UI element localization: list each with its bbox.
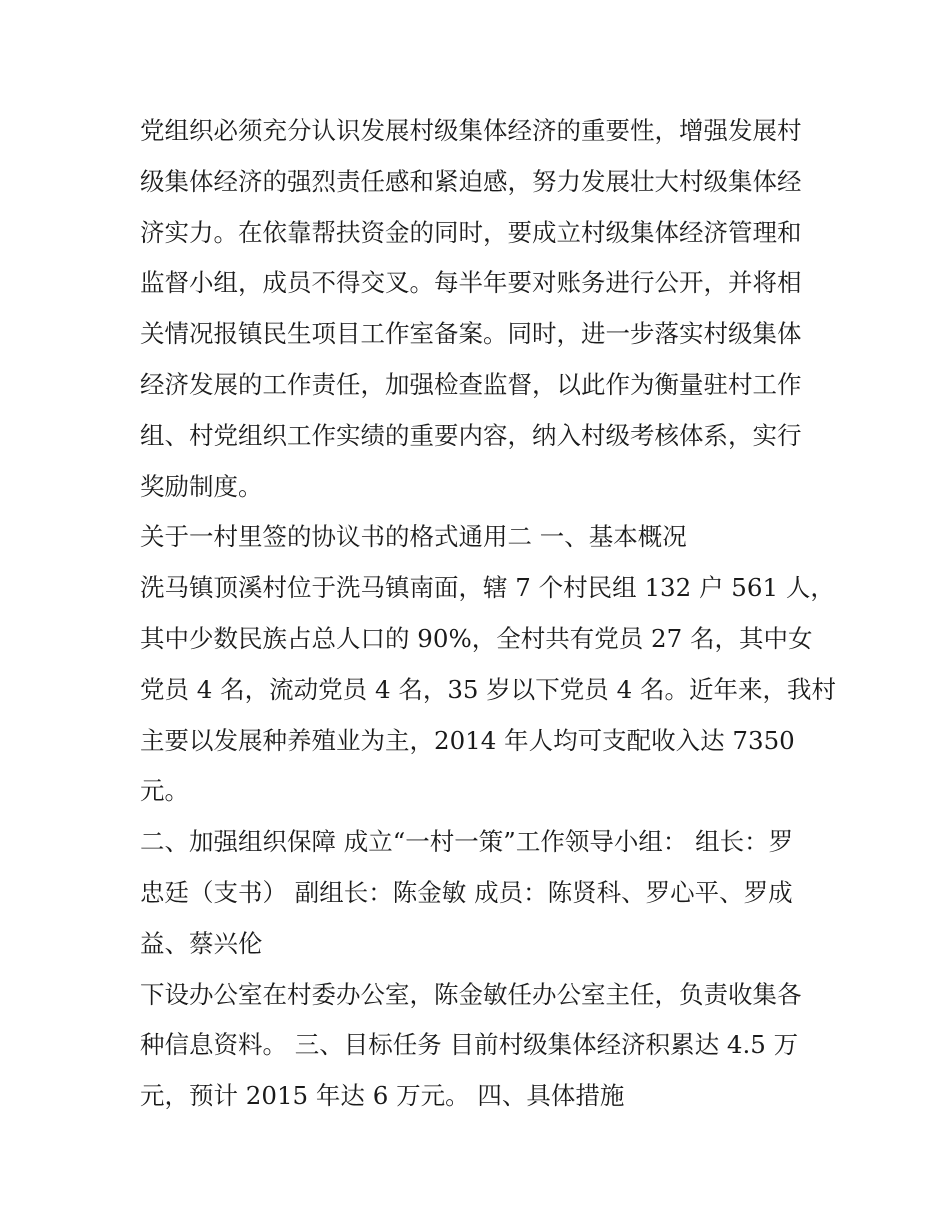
text-line: 下设办公室在村委办公室，陈金敏任办公室主任，负责收集各 xyxy=(140,979,802,1009)
paragraph-village-overview xyxy=(140,563,836,817)
text-line: 元，预计 2015 年达 6 万元。 四、具体措施 xyxy=(140,1081,625,1111)
section-heading-line: 关于一村里签的协议书的格式通用二 一、基本概况 xyxy=(140,522,687,552)
text-line: 组、村党组织工作实绩的重要内容，纳入村级考核体系，实行 xyxy=(140,420,802,450)
text-line: 关情况报镇民生项目工作室备案。同时，进一步落实村级集体 xyxy=(140,319,802,349)
paragraph-responsibility xyxy=(140,106,820,512)
text-line: 忠廷（支书） 副组长：陈金敏 成员：陈贤科、罗心平、罗成 xyxy=(140,877,793,907)
text-line: 监督小组，成员不得交叉。每半年要对账务进行公开，并将相 xyxy=(140,268,802,298)
text-line: 经济发展的工作责任，加强检查监督，以此作为衡量驻村工作 xyxy=(140,369,802,399)
text-line: 益、蔡兴伦 xyxy=(140,928,263,958)
paragraph-organization xyxy=(140,817,820,969)
text-line: 奖励制度。 xyxy=(140,471,263,501)
text-line: 党员 4 名，流动党员 4 名，35 岁以下党员 4 名。近年来，我村 xyxy=(140,674,836,704)
text-line: 元。 xyxy=(140,776,189,806)
text-line: 种信息资料。 三、目标任务 目前村级集体经济积累达 4.5 万 xyxy=(140,1030,799,1060)
paragraph-office-and-targets xyxy=(140,970,820,1122)
document-body xyxy=(140,106,836,1122)
text-line: 二、加强组织保障 成立“一村一策”工作领导小组： 组长：罗 xyxy=(140,827,794,857)
text-line: 级集体经济的强烈责任感和紧迫感，努力发展壮大村级集体经 xyxy=(140,166,802,196)
text-line: 洗马镇顶溪村位于洗马镇南面，辖 7 个村民组 132 户 561 人， xyxy=(140,573,835,603)
text-line: 党组织必须充分认识发展村级集体经济的重要性，增强发展村 xyxy=(140,116,802,145)
text-line: 济实力。在依靠帮扶资金的同时，要成立村级集体经济管理和 xyxy=(140,217,802,247)
text-line: 主要以发展种养殖业为主，2014 年人均可支配收入达 7350 xyxy=(140,725,795,755)
text-line: 其中少数民族占总人口的 90%，全村共有党员 27 名，其中女 xyxy=(140,623,813,653)
